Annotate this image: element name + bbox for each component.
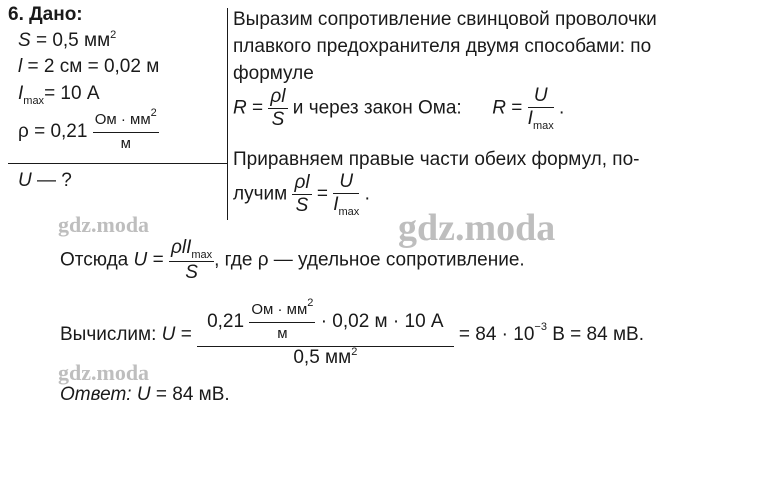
given-divider <box>8 163 228 164</box>
answer-U: U <box>136 384 151 405</box>
eq-eq: = <box>316 183 328 205</box>
eq-rden-sub: max <box>338 206 360 218</box>
rho-unit-fraction <box>93 107 159 154</box>
f2-num: U <box>528 86 554 108</box>
calc-result-b: В = 84 мВ. <box>546 324 644 345</box>
rho-unit-num: Ом · мм <box>94 111 151 128</box>
calc-result-exp: −3 <box>534 321 547 333</box>
eq-end: . <box>364 183 370 205</box>
from-den: S <box>185 262 198 283</box>
sub-max: max <box>23 95 45 107</box>
f2-fraction <box>528 86 554 131</box>
p2-line2: лучим <box>233 183 288 205</box>
p1-line1: Выразим сопротивление свинцовой проволочки <box>233 9 657 30</box>
given-length <box>18 56 159 78</box>
eq-rnum: U <box>333 172 359 194</box>
rho-unit-exp: 2 <box>150 107 157 119</box>
eq-rden-I: I <box>333 194 339 215</box>
calc-num-coef: 0,21 <box>207 311 245 332</box>
formula-resistance <box>233 86 564 131</box>
calc-eq: = <box>180 324 192 345</box>
from-prefix: Отсюда <box>60 249 129 271</box>
f1-eq: = <box>252 97 264 119</box>
f1-mid: и через закон Ома: <box>292 97 462 119</box>
answer-line <box>60 384 230 406</box>
equate-formula <box>233 172 370 217</box>
calc-unit-exp: 2 <box>307 297 314 309</box>
eq-left-fraction <box>292 173 311 216</box>
from-U: U <box>133 249 148 271</box>
var-l: l <box>18 56 23 77</box>
answer-value: = 84 мВ. <box>150 384 230 405</box>
value-I: = 10 А <box>44 83 100 104</box>
f2-end: . <box>559 97 565 119</box>
value-l: = 2 см = 0,02 м <box>22 56 160 77</box>
f1-R: R <box>233 97 247 119</box>
calc-den-exp: 2 <box>351 346 358 358</box>
eq-right-fraction <box>333 172 359 217</box>
f1-fraction <box>268 87 287 130</box>
given-area <box>18 30 116 52</box>
calc-den: 0,5 мм <box>293 347 352 368</box>
p1-line2: плавкого предохранителя двумя способами: по <box>233 36 652 57</box>
p2-line1: Приравняем правые части обеих формул, по- <box>233 149 640 170</box>
calc-U: U <box>161 324 176 345</box>
from-num-sub: max <box>191 249 213 261</box>
calc-unit-num: Ом · мм <box>251 301 308 318</box>
given-resistivity <box>18 107 159 154</box>
given-current <box>18 83 100 105</box>
watermark-small-2: gdz.moda <box>58 360 150 385</box>
var-S: S <box>18 30 31 51</box>
f2-eq: = <box>511 97 523 119</box>
from-num-rho: ρl <box>170 237 187 258</box>
from-num-I: I <box>186 237 192 258</box>
calc-num-rest: · 0,02 м · 10 А <box>320 311 444 332</box>
column-divider <box>227 8 228 220</box>
var-U: U <box>18 170 32 191</box>
var-I: I <box>18 83 24 104</box>
f1-num: ρl <box>270 86 286 107</box>
watermark-small-1: gdz.moda <box>58 212 150 237</box>
f2-den-I: I <box>527 108 533 129</box>
from-eq: = <box>152 249 164 271</box>
var-rho: ρ = 0,21 <box>18 121 88 142</box>
calc-unit-fraction <box>249 297 315 344</box>
calc-result-a: = 84 · 10 <box>458 324 535 345</box>
problem-number: 6. Дано: <box>8 4 83 25</box>
from-suffix: , где ρ — удельное сопротивление. <box>214 249 525 271</box>
f1-den: S <box>271 109 285 130</box>
eq-num: ρl <box>294 172 310 193</box>
calc-prefix: Вычислим: <box>60 324 157 345</box>
calc-unit-den: м <box>277 325 288 342</box>
exp-S: 2 <box>110 29 117 41</box>
f2-den-sub: max <box>532 120 554 132</box>
f2-R: R <box>492 97 506 119</box>
from-fraction <box>169 238 214 283</box>
p1-line3: формуле <box>233 63 314 84</box>
find-mark: — ? <box>31 170 72 191</box>
watermark-large: gdz.moda <box>398 207 556 249</box>
value-S: = 0,5 мм <box>30 30 111 51</box>
eq-den: S <box>295 195 309 216</box>
calc-fraction <box>197 297 454 370</box>
answer-label: Ответ: <box>60 384 132 405</box>
find-line <box>18 170 72 192</box>
rho-unit-den: м <box>120 135 131 152</box>
